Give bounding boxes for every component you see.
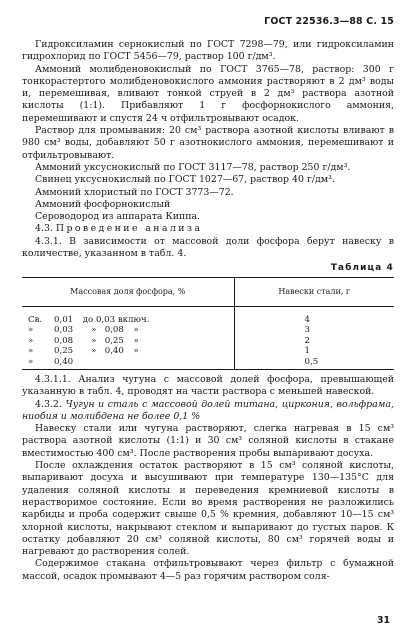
section-number: 4.3. [35, 223, 53, 235]
phosphorus-range: » 0,25 » 0,40 » [22, 346, 234, 356]
reagent-hydrogen-sulfide: Сероводород из аппарата Киппа. [35, 211, 201, 223]
reagent-ammonium-acetate: Аммоний уксуснокислый по ГОСТ 3117—78, раствор 250 г/дм³. [35, 161, 351, 173]
phosphorus-range: » 0,08 » 0,25 » [22, 336, 234, 346]
sample-mass: 2 [304, 335, 310, 346]
standard-header: ГОСТ 22536.3—88 С. 15 [264, 16, 394, 27]
filtration-step: Содержимое стакана отфильтровывают через фильтр с бумажной массой, осадок промывают 4—5 раз горячим раствором соля- [22, 558, 394, 582]
wash-solution: Раствор для промывания: 20 см³ раствора азотной кислоты вливают в 980 см³ воды, добавляют 50 г азотнокислого аммония, перемешивают и отфильтровывают. [22, 125, 394, 161]
reagent-ammonium-molybdate: Аммоний молибденовокислый по ГОСТ 3765—78, раствор: 300 г тонкорастертого молибденовокислого аммония растворяют в 2 дм³ воды и, перемешивая, вливают тонкой струей в 2 дм³ раствора азотной кислоты (1:1). Прибавляют 1 г фосфорнокислого аммония, перемешивают и спустя 24 ч отфильтровывают осадок. [22, 63, 394, 124]
table-caption: Таблица 4 [330, 263, 394, 274]
phosphorus-range: » 0,40 [22, 357, 234, 370]
reagent-ammonium-chloride: Аммоний хлористый по ГОСТ 3773—72. [35, 186, 234, 198]
section-title: Проведение анализа [55, 223, 203, 235]
document-body [22, 39, 394, 583]
clause-4-3-2 [22, 399, 394, 424]
reagent-lead-acetate: Свинец уксуснокислый по ГОСТ 1027—67, раствор 40 г/дм³. [35, 174, 335, 186]
dissolution-step: Навеску стали или чугуна растворяют, слегка нагревая в 15 см³ раствора азотной кислоты (1:1) и 30 см³ соляной кислоты в стакане вместимостью 400 см³. После растворения пробы выпаривают досуха. [22, 423, 394, 459]
reagent-hydroxylamine: Гидроксиламин сернокислый по ГОСТ 7298—79, или гидроксиламин гидрохлорид по ГОСТ 5456—79, раствор 100 г/дм³. [22, 39, 394, 63]
phosphorus-range: Св. 0,01 до 0,03 включ. [22, 306, 234, 325]
section-heading [22, 223, 394, 235]
phosphorus-range: » 0,03 » 0,08 » [22, 325, 234, 335]
sample-mass: 3 [304, 325, 310, 336]
page-number: 31 [376, 615, 390, 626]
clause-title: Чугун и сталь с массовой долей титана, циркония, вольфрама, ниобия и молибдена не более 0,1 % [22, 398, 395, 422]
table-4 [22, 277, 394, 370]
table-row [22, 306, 394, 325]
column-header-sample-mass: Навески стали, г [234, 277, 394, 306]
sample-mass: 4 [304, 314, 310, 325]
residue-step: После охлаждения остаток растворяют в 15 см³ соляной кислоты, выпаривают досуха и высушивают при температуре 130—135°С для удаления соляной кислоты и переведения кремниевой кислоты в нерастворимое состояние. Если во время растворения не разложились карбиды и проба содержит свыше 0,5 % кремния, добавляют 10—15 см³ хлорной кислоты, накрывают стеклом и выпаривают до густых паров. К остатку добавляют 20 см³ соляной кислоты, 80 см³ горячей воды и нагревают до растворения солей. [22, 460, 394, 558]
table-row [22, 336, 394, 346]
clause-4-3-1-1: 4.3.1.1. Анализ чугуна с массовой долей фосфора, превышающей указанную в табл. 4, проводят на части раствора с меньшей навеской. [22, 373, 394, 398]
sample-mass: 1 [304, 346, 310, 357]
clause-number: 4.3.2. [35, 398, 62, 410]
clause-4-3-1: 4.3.1. В зависимости от массовой доли фосфора берут навеску в количестве, указанном в табл. 4. [22, 235, 394, 260]
sample-mass: 0,5 [234, 357, 394, 370]
column-header-phosphorus: Массовая доля фосфора, % [22, 277, 234, 306]
table-row [22, 346, 394, 356]
reagent-ammonium-phosphate: Аммоний фосфорнокислый [35, 198, 171, 210]
table-row [22, 325, 394, 335]
table-row [22, 357, 394, 370]
